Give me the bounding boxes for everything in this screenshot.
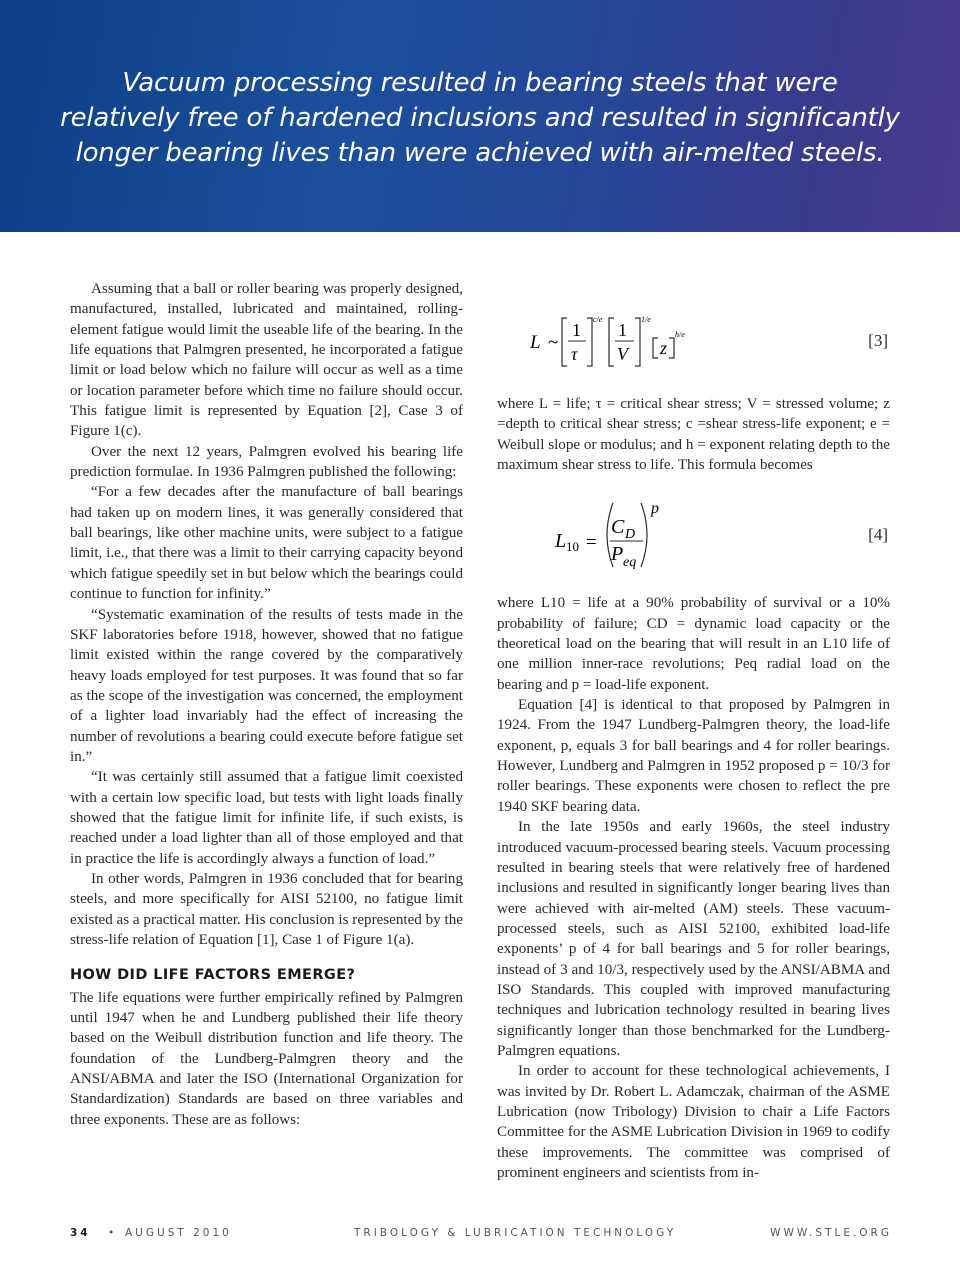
equation-4-formula [497, 475, 797, 593]
eq4-exponent: p [651, 500, 659, 518]
eq3-exponent-2: 1/e [641, 315, 651, 324]
quote-paragraph: “It was certainly still assumed that a fatigue limit coexisted with a certain low specific load, but tests with light loads finally showed that the fatigue limit for infinite life, if such exists, is reached under a load lighter than all of those employed and that in practice the life is accordingly always a function of load.” [70, 769, 463, 867]
body-paragraph: Equation [4] is identical to that proposed by Palmgren in 1924. From the 1947 Lundberg-Palmgren theory, the load-life exponent, p, equals 3 for ball bearings and 4 for roller bearings. However, Lundberg and Palmgren in 1952 proposed p = 10/3 for roller bearings. These exponents were chosen to reflect the pre 1940 SKF bearing data. [497, 697, 890, 815]
eq4-paren-right [641, 503, 647, 567]
equation-number: [4] [868, 525, 888, 545]
eq3-exponent-1: c/e [593, 315, 603, 324]
body-paragraph: Over the next 12 years, Palmgren evolved his bearing life prediction formulae. In 1936 Palmgren published the following: [70, 443, 463, 481]
eq4-denominator-subscript: eq [623, 555, 637, 571]
equation-number: [3] [868, 331, 888, 350]
eq3-depth: z [660, 338, 668, 358]
quote-paragraph: “For a few decades after the manufacture of ball bearings had taken up on modern lines, it was generally considered that ball bearings, like other machine units, were subject to a fatigue limit, i.e., that there was a limit to their carrying capacity beyond which fatigue speedily set in but below which the bearings could continue to function for infinity.” [70, 484, 463, 603]
body-paragraph: In the late 1950s and early 1960s, the steel industry introduced vacuum-processed bearing steels. Vacuum processing resulted in bearing steels that were relatively free of hardened inclusions and resulted in significantly longer bearing lives than were achieved with air-melted (AM) steels. These vacuum-processed steels, such as AISI 52100, exhibited load-life exponents’ p of 4 for ball bearings and 5 for roller bearings, instead of 3 and 10/3, respectively used by the ANSI/ABMA and ISO Standards. This coupled with improved manufacturing techniques and lubrication technology resulted in bearing lives significantly longer than those benchmarked for the Lundberg-Palmgren equations. [497, 819, 890, 1059]
left-column [70, 279, 463, 1130]
body-paragraph: In order to account for these technological achievements, I was invited by Dr. Robert L. Adamczak, chairman of the ASME Lubrication (now Tribology) Division to chair a Life Factors Committee for the ASME Lubrication Division in 1969 to codify these improvements. The committee was comprised of prominent engineers and scientists from in- [497, 1063, 890, 1181]
body-paragraph: In other words, Palmgren in 1936 concluded that for bearing steels, and more specifically for AISI 52100, no fatigue limit existed as a practical matter. His conclusion is represented by the stress-life relation of Equation [1], Case 1 of Figure 1(a). [70, 870, 463, 948]
body-paragraph: The life equations were further empirically refined by Palmgren until 1947 when he and Lundberg published their life theory based on the Weibull distribution function and life theory. The foundation of the Lundberg-Palmgren theory and the ANSI/ABMA and later the ISO (International Organization for Standardization) Standards are based on three variables and three exponents. These are as follows: [70, 989, 463, 1128]
quote-paragraph: “Systematic examination of the results of tests made in the SKF laboratories before 1918, however, showed that no fatigue limit existed within the range covered by the comparatively heavy loads employed for test purposes. It was found that so far as the scope of the investigation was concerned, the employment of a lighter load invariably had the effect of increasing the number of revolutions a bearing could execute before fatigue set in.” [70, 606, 463, 765]
eq3-exponent-3: h/e [675, 330, 685, 339]
body-paragraph: Assuming that a ball or roller bearing was properly designed, manufactured, installed, lubricated and maintained, rolling-element fatigue would limit the useable life of the bearing. In the life equations that Palmgren presented, he incorporated a fatigue limit or load below which no failure will occur as well as a time or location parameter before which time no failure should occur. This fatigue limit is represented by Equation [2], Case 3 of Figure 1(c). [70, 281, 463, 440]
body-paragraph: where L10 = life at a 90% probability of survival or a 10% probability of failure; CD = dynamic load capacity or the theoretical load on the bearing that will result in an L10 life of one million inner-race revolutions; Peq radial load on the bearing and p = load-life exponent. [497, 595, 890, 693]
eq3-numerator: 1 [618, 320, 627, 340]
right-column [497, 296, 890, 1183]
eq3-bracket-right [635, 318, 640, 366]
eq4-lhs-subscript: 10 [566, 539, 579, 555]
eq3-bracket-left [562, 318, 567, 366]
eq3-bracket-left [653, 338, 658, 358]
eq3-bracket-left [609, 318, 614, 366]
equation-4 [497, 475, 890, 593]
body-paragraph: where L = life; τ = critical shear stress; V = stressed volume; z =depth to critical shear stress; c =shear stress-life exponent; e = Weibull slope or modulus; and h = exponent relating depth to the maximum shear stress to life. This formula becomes [497, 396, 890, 474]
eq4-lhs: L [555, 530, 567, 553]
website-link[interactable]: WWW.STLE.ORG [770, 1227, 892, 1239]
eq3-bracket-right [669, 338, 674, 358]
pull-quote: Vacuum processing resulted in bearing steels that were relatively free of hardened inclusions and resulted in significantly longer bearing lives than were achieved with air-melted steels. [60, 68, 900, 168]
issue-date: AUGUST 2010 [125, 1227, 232, 1239]
eq3-lhs: L [530, 332, 541, 353]
eq3-relation: ~ [548, 332, 559, 353]
footer-separator: • [108, 1227, 118, 1239]
header-banner [0, 0, 960, 232]
page-number: 34 [70, 1227, 91, 1239]
section-heading: HOW DID LIFE FACTORS EMERGE? [70, 967, 356, 984]
page-footer [70, 1227, 892, 1243]
eq4-numerator-subscript: D [625, 527, 636, 543]
equation-3 [497, 296, 890, 394]
eq3-numerator: 1 [572, 320, 581, 340]
eq3-bracket-right [587, 318, 592, 366]
eq3-tau: τ [571, 344, 578, 364]
eq3-volume: V [617, 344, 628, 364]
eq4-equals: = [586, 532, 597, 554]
magazine-title: TRIBOLOGY & LUBRICATION TECHNOLOGY [354, 1227, 677, 1239]
eq4-denominator: P [611, 543, 624, 566]
eq4-numerator: C [611, 516, 625, 539]
equation-3-formula [497, 296, 797, 394]
